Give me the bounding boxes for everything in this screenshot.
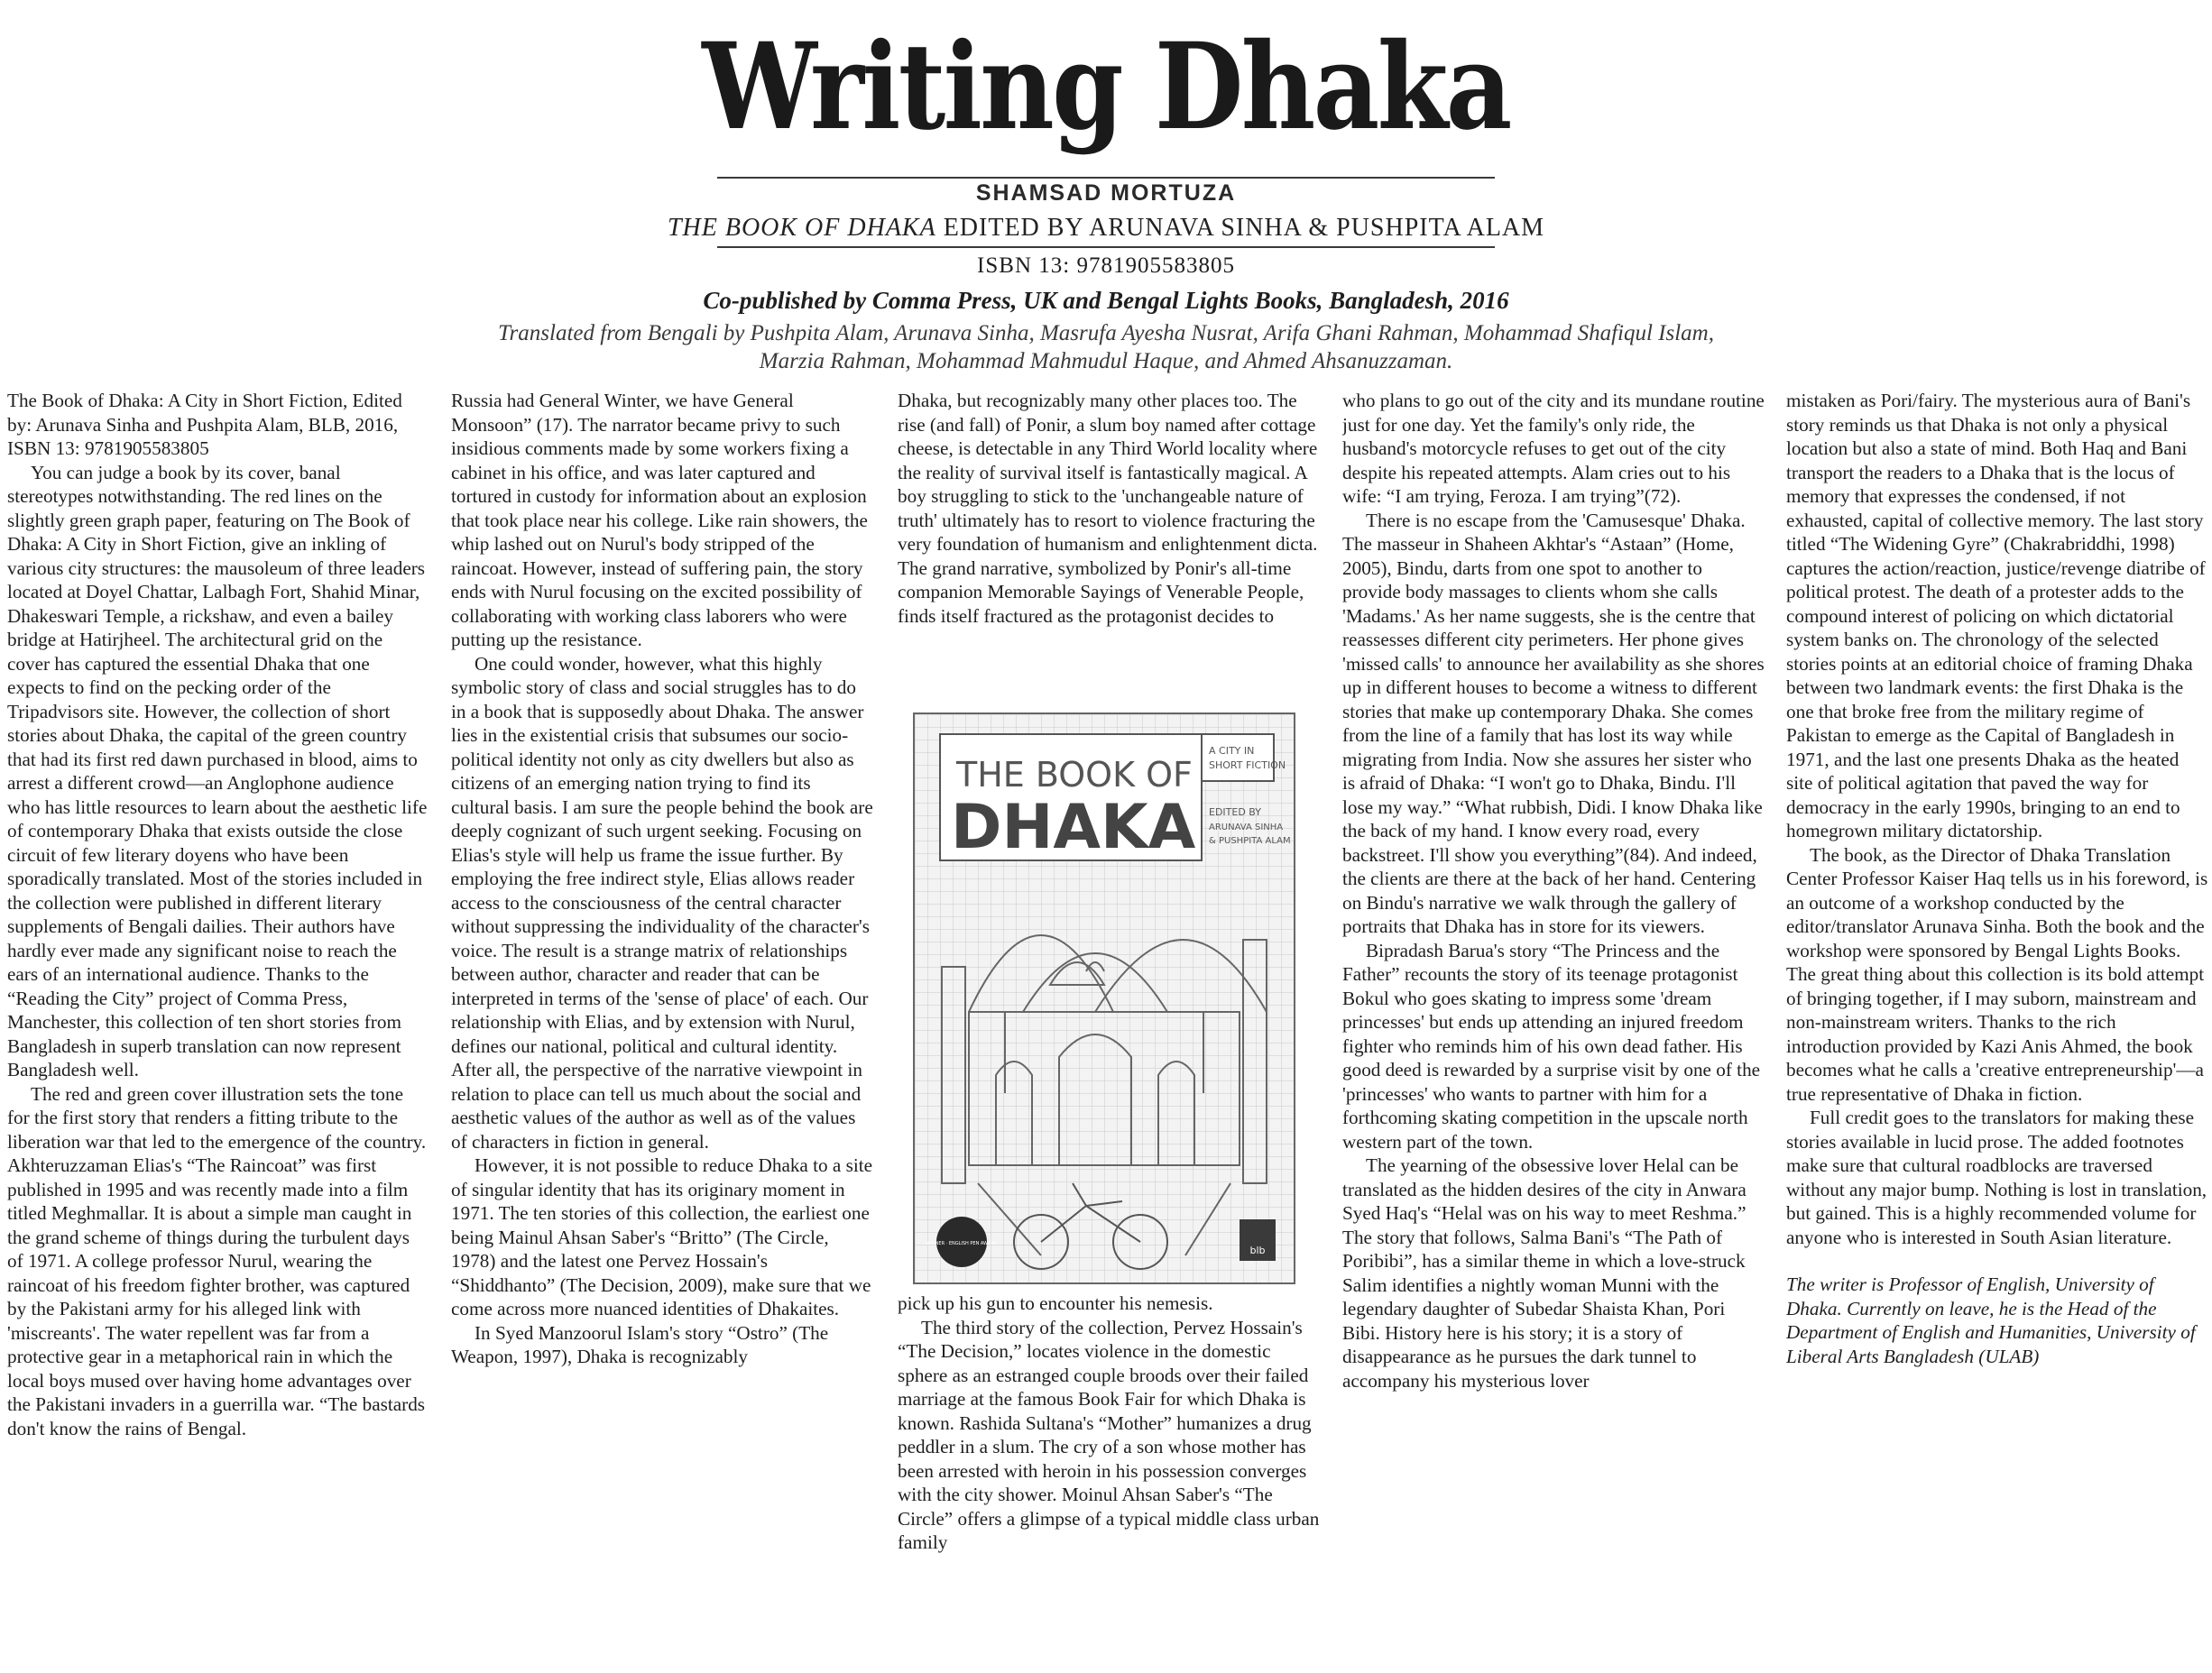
header-rule-bottom [717, 246, 1495, 248]
cover-title-line1: THE BOOK OF [956, 755, 1193, 795]
book-title: THE BOOK OF DHAKA [667, 214, 936, 242]
translators-line [451, 319, 1761, 375]
paragraph: In Syed Manzoorul Islam's story “Ostro” (The Weapon, 1997), Dhaka is recognizably [451, 1321, 829, 1367]
isbn-line: ISBN 13: 9781905583805 [977, 253, 1235, 278]
cover-subtitle-line1: A CITY IN [1209, 745, 1255, 757]
paragraph: There is no escape from the 'Camusesque' Dhaka. The masseur in Shaheen Akhtar's “Astaan” (Home, 2005), Bindu, darts from one spot to another to provide body massages to clients whom she calls 'Madams.' As her name suggests, she is the centre that reassesses different city perimeters. Her phone gives 'missed calls' to announce her availability as she shores up in different houses to become a witness to different stories that make up contemporary Dhaka. She comes from the line of a family that has lost its way while migrating from India. Now she assures her sister who is afraid of Dhaka: “I won't go to Dhaka, Bindu. I'll lose my way.” “What rubbish, Didi. I know Dhaka like the back of my hand. I know every road, every backstreet. I'll show you everything”(84). And indeed, the clients are there at the back of her hand. Centering on Bindu's narrative we walk through the gallery of portraits that Dhaka has in store for its viewers. [1342, 509, 1765, 937]
paragraph: Bipradash Barua's story “The Princess and the Father” recounts the story of its teenage protagonist Bokul who goes skating to impress some 'dream princesses' but ends up attending an injured freedom fighter who reminds him of his own dead father. His good deed is rewarded by a surprise visit by one of the 'princesses' who wants to partner with him for a forthcoming skating competition in the upscale north western part of the town. [1342, 939, 1761, 1153]
paragraph: The third story of the collection, Pervez Hossain's “The Decision,” locates violence in the domestic sphere as an estranged couple broods over their failed marriage at the famous Book Fair for which Dhaka is known. Rashida Sultana's “Mother” humanizes a drug peddler in a slum. The cry of a son whose mother has been arrested with heroin in his possession converges with the city shower. Moinul Ahsan Saber's “The Circle” offers a glimpse of a typical middle class urban family [898, 1316, 1320, 1553]
column-4 [1342, 389, 1765, 1669]
publisher-mark: blb [1249, 1245, 1266, 1256]
author-byline: SHAMSAD MORTUZA [975, 180, 1237, 206]
column-3-bottom [898, 1292, 1320, 1652]
paragraph: The book, as the Director of Dhaka Translation Center Professor Kaiser Haq tells us in his foreword, is an outcome of a workshop conducted by the editor/translator Arunava Sinha. Both the book and the workshop were sponsored by Bengal Lights Books. The great thing about this collection is its bold attempt of bringing together, if I may suborn, mainstream and non-mainstream writers. Thanks to the rich introduction provided by Kazi Anis Ahmed, the book becomes what he calls a 'creative entrepreneurship'—a true representative of Dhaka in fiction. [1786, 843, 2208, 1105]
paragraph: mistaken as Pori/fairy. The mysterious aura of Bani's story reminds us that Dhaka is not only a physical location but also a state of mind. Both Haq and Bani transport the readers to a Dhaka that is the locus of memory that expresses the condensed, if not exhausted, capital of collective memory. The last story titled “The Widening Gyre” (Chakrabriddhi, 1998) captures the action/reaction, justice/revenge diatribe of political protest. The death of a protester adds to the compound interest of policing on which dictatorial system banks on. The chronology of the selected stories points at an editorial choice of framing Dhaka between two landmark events: the first Dhaka is the one that broke free from the military regime of Pakistan to emerge as the Capital of Bangladesh in 1971, and the last one presents Dhaka as the heated site of political agitation that paved the way for democracy in the early 1990s, bringing to an end to homegrown military dictatorship. [1786, 390, 2206, 841]
book-line [0, 214, 2212, 243]
paragraph: who plans to go out of the city and its mundane routine just for one day. Yet the family's only ride, the husband's motorcycle refuses to get out of the city despite his repeated attempts. Alam cries out to his wife: “I am trying, Feroza. I am trying”(72). [1342, 390, 1765, 507]
column-3-top [898, 389, 1320, 704]
paragraph: Russia had General Winter, we have General Monsoon” (17). The narrator became privy to such insidious comments made by some workers fixing a cabinet in his office, and was later captured and tortured in custody for information about an explosion that took place near his college. Like rain showers, the whip lashed out on Nurul's body stripped of the raincoat. However, instead of suffering pain, the story ends with Nurul focusing on the excited possibility of collaborating with working class laborers who were putting up the resistance. [451, 390, 868, 650]
paragraph: The red and green cover illustration sets the tone for the first story that renders a fitting tribute to the liberation war that led to the emergence of the country. Akhteruzzaman Elias's “The Raincoat” was first published in 1995 and was recently made into a film titled Meghmallar. It is about a simple man caught in the grand scheme of things during the turbulent days of 1971. A college professor Nurul, wearing the raincoat of his freedom fighter brother, was captured by the Pakistani army for his alleged link with 'miscreants'. The water repellent was far from a protective gear in a metaphorical rain in which the local boys mused over having home advantages over the Pakistani invaders in a guerrilla war. “The bastards don't know the rains of Bengal. [7, 1082, 427, 1439]
translators-line-1: Translated from Bengali by Pushpita Alam, Arunava Sinha, Masrufa Ayesha Nusrat, Arifa Ghani Rahman, Mohammad Shafiqul Islam, [498, 321, 1714, 345]
paragraph: You can judge a book by its cover, banal stereotypes notwithstanding. The red lines on the slightly green graph paper, featuring on The Book of Dhaka: A City in Short Fiction, give an inkling of various city structures: the mausoleum of three leaders located at Doyel Chattar, Lalbagh Fort, Shahid Minar, Dhakeswari Temple, a rickshaw, and even a bailey bridge at Hatirjheel. The architectural grid on the cover has captured the essential Dhaka that one expects to find on the pecking order of the Tripadvisors site. However, the collection of short stories about Dhaka, the capital of the green country that had its first red dawn purchased in blood, aims to arrest a different crowd—an Anglophone audience who has little resources to learn about the aesthetic life of contemporary Dhaka that exists outside the close circuit of few literary doyens who have been sporadically translated. Most of the stories included in the collection were published in different literary supplements of Bengali dailies. Their authors have hardly ever made any significant noise to reach the ears of an international audience. Thanks to the “Reading the City” project of Comma Press, Manchester, this collection of ten short stories from Bangladesh in superb translation can now represent Bangladesh well. [7, 461, 428, 1080]
paragraph: Full credit goes to the translators for making these stories available in lucid prose. The added footnotes make sure that cultural roadblocks are traversed without any major bump. Nothing is lost in translation, but gained. This is a highly recommended volume for anyone who is interested in South Asian literature. [1786, 1107, 2207, 1248]
cover-edited-by: EDITED BY [1209, 806, 1261, 818]
column-5 [1786, 389, 2208, 1669]
paragraph: However, it is not possible to reduce Dhaka to a site of singular identity that has its originary moment in 1971. The ten stories of this collection, the earliest one being Mainul Ahsan Saber's “Britto” (The Circle, 1978) and the latest one Pervez Hossain's “Shiddhanto” (The Decision, 2009), make sure that we come across more nuanced identities of Dhakaites. [451, 1154, 873, 1319]
column-1 [7, 389, 429, 1669]
translators-line-2: Marzia Rahman, Mohammad Mahmudul Haque, and Ahmed Ahsanuzzaman. [759, 349, 1453, 373]
book-editors: EDITED BY ARUNAVA SINHA & PUSHPITA ALAM [943, 214, 1545, 242]
cover-editor-2: & PUSHPITA ALAM [1209, 836, 1291, 846]
article-title: Writing Dhaka [702, 17, 1510, 157]
cover-title-line2: DHAKA [951, 792, 1196, 863]
paragraph: One could wonder, however, what this highly symbolic story of class and social struggles has to do in a book that is supposedly about Dhaka. The answer lies in the existential crisis that subsumes our socio-political identity not only as city dwellers but also as citizens of an emerging nation trying to find its cultural basis. I am sure the people behind the book are deeply cognizant of such urgent seeking. Focusing on Elias's style will help us frame the issue further. By employing the free indirect style, Elias allows reader access to the consciousness of the central character without suppressing the individuality of the character's voice. The result is a strange matrix of relationships between author, character and reader that can be interpreted in terms of the 'sense of place' of each. Our relationship with Elias, and by extension with Nurul, defines our national, political and cultural identity. After all, the perspective of the narrative viewpoint in relation to place can tell us much about the social and aesthetic values of the author as well as of the values of characters in fiction in general. [451, 652, 873, 1153]
author-bio: The writer is Professor of English, University of Dhaka. Currently on leave, he is the Head of the Department of English and Humanities, University of Liberal Arts Bangladesh (ULAB) [1786, 1273, 2196, 1367]
book-cover-image [913, 712, 1295, 1284]
book-cover-illustration [915, 714, 1294, 1282]
paragraph: The Book of Dhaka: A City in Short Fiction, Edited by: Arunava Sinha and Pushpita Alam, BLB, 2016, ISBN 13: 9781905583805 [7, 390, 402, 459]
paragraph: Dhaka, but recognizably many other places too. The rise (and fall) of Ponir, a slum boy named after cottage cheese, is detectable in any Third World locality where the reality of survival itself is fantastically magical. A boy struggling to stick to the 'unchangeable nature of truth' ultimately has to resort to violence fracturing the very foundation of humanism and enlightenment dicta. The grand narrative, symbolized by Ponir's all-time companion Memorable Sayings of Venerable People, finds itself fractured as the protagonist decides to [898, 390, 1318, 627]
copublished-line: Co-published by Comma Press, UK and Bengal Lights Books, Bangladesh, 2016 [703, 287, 1509, 314]
header-rule-top [717, 177, 1495, 179]
cover-subtitle-line2: SHORT FICTION [1209, 759, 1286, 771]
award-badge-text: WINNER · ENGLISH PEN AWARD [926, 1241, 998, 1246]
cover-editor-1: ARUNAVA SINHA [1209, 823, 1284, 832]
paragraph: The yearning of the obsessive lover Helal can be translated as the hidden desires of the city in Anwara Syed Haq's “Helal was on his way to meet Reshma.” The story that follows, Salma Bani's “The Path of Poribibi”, has a similar theme in which a love-struck Salim identifies a nightly woman Munni with the legendary daughter of Subedar Shaista Khan, Pori Bibi. History here is his story; it is a story of disappearance as he pursues the dark tunnel to accompany his mysterious lover [1342, 1154, 1747, 1392]
paragraph: pick up his gun to encounter his nemesis. [898, 1292, 1213, 1314]
column-2 [451, 389, 873, 1669]
